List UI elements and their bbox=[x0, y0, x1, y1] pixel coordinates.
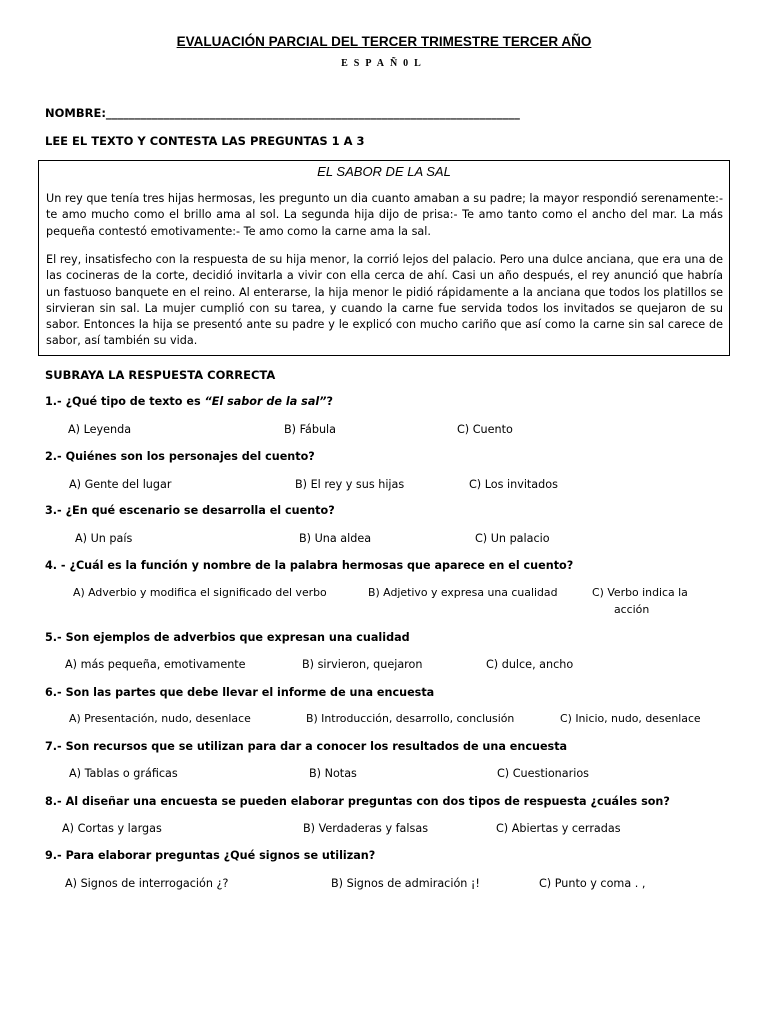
option-2a[interactable]: A) Gente del lugar bbox=[69, 478, 172, 491]
question-8: 8.- Al diseñar una encuesta se pueden elaborar preguntas con dos tipos de respuesta ¿cuáles son? bbox=[45, 795, 670, 808]
option-6b[interactable]: B) Introducción, desarrollo, conclusión bbox=[306, 712, 515, 725]
question-1-story-title: “El sabor de la sal” bbox=[204, 395, 327, 408]
option-8b[interactable]: B) Verdaderas y falsas bbox=[303, 822, 429, 835]
exam-title: EVALUACIÓN PARCIAL DEL TERCER TRIMESTRE TERCER AÑO bbox=[176, 34, 592, 49]
reading-instruction: LEE EL TEXTO Y CONTESTA LAS PREGUNTAS 1 A 3 bbox=[45, 134, 365, 148]
option-3c[interactable]: C) Un palacio bbox=[475, 532, 550, 545]
option-8a[interactable]: A) Cortas y largas bbox=[62, 822, 162, 835]
question-4: 4. - ¿Cuál es la función y nombre de la palabra hermosas que aparece en el cuento? bbox=[45, 559, 574, 572]
question-6: 6.- Son las partes que debe llevar el informe de una encuesta bbox=[45, 686, 435, 699]
option-7c[interactable]: C) Cuestionarios bbox=[497, 767, 590, 780]
option-5a[interactable]: A) más pequeña, emotivamente bbox=[65, 658, 246, 671]
option-2c[interactable]: C) Los invitados bbox=[469, 478, 558, 491]
question-3: 3.- ¿En qué escenario se desarrolla el cuento? bbox=[45, 504, 335, 517]
question-5: 5.- Son ejemplos de adverbios que expresan una cualidad bbox=[45, 631, 410, 644]
answer-instruction: SUBRAYA LA RESPUESTA CORRECTA bbox=[45, 368, 276, 382]
story-title: EL SABOR DE LA SAL bbox=[317, 164, 451, 179]
option-4b[interactable]: B) Adjetivo y expresa una cualidad bbox=[368, 586, 558, 599]
question-2: 2.- Quiénes son los personajes del cuento? bbox=[45, 450, 315, 463]
option-8c[interactable]: C) Abiertas y cerradas bbox=[496, 822, 621, 835]
subject-heading: ESPAÑ0L bbox=[341, 58, 427, 69]
option-6c[interactable]: C) Inicio, nudo, desenlace bbox=[560, 712, 701, 725]
option-3a[interactable]: A) Un país bbox=[75, 532, 133, 545]
option-4c-line-1: C) Verbo indica la bbox=[592, 586, 688, 599]
question-1-text: 1.- ¿Qué tipo de texto es bbox=[45, 395, 205, 408]
name-field bbox=[45, 106, 520, 120]
story-paragraph-2: El rey, insatisfecho con la respuesta de su hija menor, la corrió lejos del palacio. Pero una dulce anciana, que era una de las cocineras de la corte, decidió invitarla a vivir con ella cerca de ahí. Casi un año después, el rey anunció que habría un fastuoso banquete en el reino. Al enterarse, la hija menor le pidió rápidamente a la anciana que todos los platillos se sirvieran sin sal. La mujer cumplió con su tarea, y cuando la carne fue servida todos los invitados se quejaron de su sabor. Entonces la hija se presentó ante su padre y le explicó con mucho cariño que así como la carne sin sal carece de sabor, así también su vida. bbox=[46, 253, 723, 348]
option-9c[interactable]: C) Punto y coma . , bbox=[539, 877, 646, 890]
option-9a[interactable]: A) Signos de interrogación ¿? bbox=[65, 877, 229, 890]
option-2b[interactable]: B) El rey y sus hijas bbox=[295, 478, 405, 491]
option-7b[interactable]: B) Notas bbox=[309, 767, 357, 780]
question-1 bbox=[45, 395, 333, 408]
option-1a[interactable]: A) Leyenda bbox=[68, 423, 132, 436]
option-3b[interactable]: B) Una aldea bbox=[299, 532, 372, 545]
option-1b[interactable]: B) Fábula bbox=[284, 423, 337, 436]
option-4c[interactable] bbox=[592, 586, 688, 599]
option-5b[interactable]: B) sirvieron, quejaron bbox=[302, 658, 423, 671]
option-7a[interactable]: A) Tablas o gráficas bbox=[69, 767, 178, 780]
option-1c[interactable]: C) Cuento bbox=[457, 423, 513, 436]
name-blank-line: ________________________________________________________________________ bbox=[105, 106, 520, 120]
question-1-suffix: ? bbox=[326, 395, 333, 408]
option-6a[interactable]: A) Presentación, nudo, desenlace bbox=[69, 712, 251, 725]
name-label: NOMBRE: bbox=[45, 106, 106, 120]
story-box bbox=[38, 160, 730, 356]
option-4c-line-2: acción bbox=[614, 603, 650, 616]
story-paragraph-1: Un rey que tenía tres hijas hermosas, les pregunto un dia cuanto amaban a su padre; la mayor respondió serenamente:- te amo mucho como el brillo ama al sol. La segunda hija dijo de prisa:- Te amo tanto como el ancho del mar. La más pequeña contestó emotivamente:- Te amo como la carne ama la sal. bbox=[46, 192, 723, 238]
question-7: 7.- Son recursos que se utilizan para dar a conocer los resultados de una encuesta bbox=[45, 740, 568, 753]
option-5c[interactable]: C) dulce, ancho bbox=[486, 658, 574, 671]
option-4a[interactable]: A) Adverbio y modifica el significado del verbo bbox=[73, 586, 327, 599]
question-9: 9.- Para elaborar preguntas ¿Qué signos se utilizan? bbox=[45, 849, 376, 862]
option-9b[interactable]: B) Signos de admiración ¡! bbox=[331, 877, 480, 890]
